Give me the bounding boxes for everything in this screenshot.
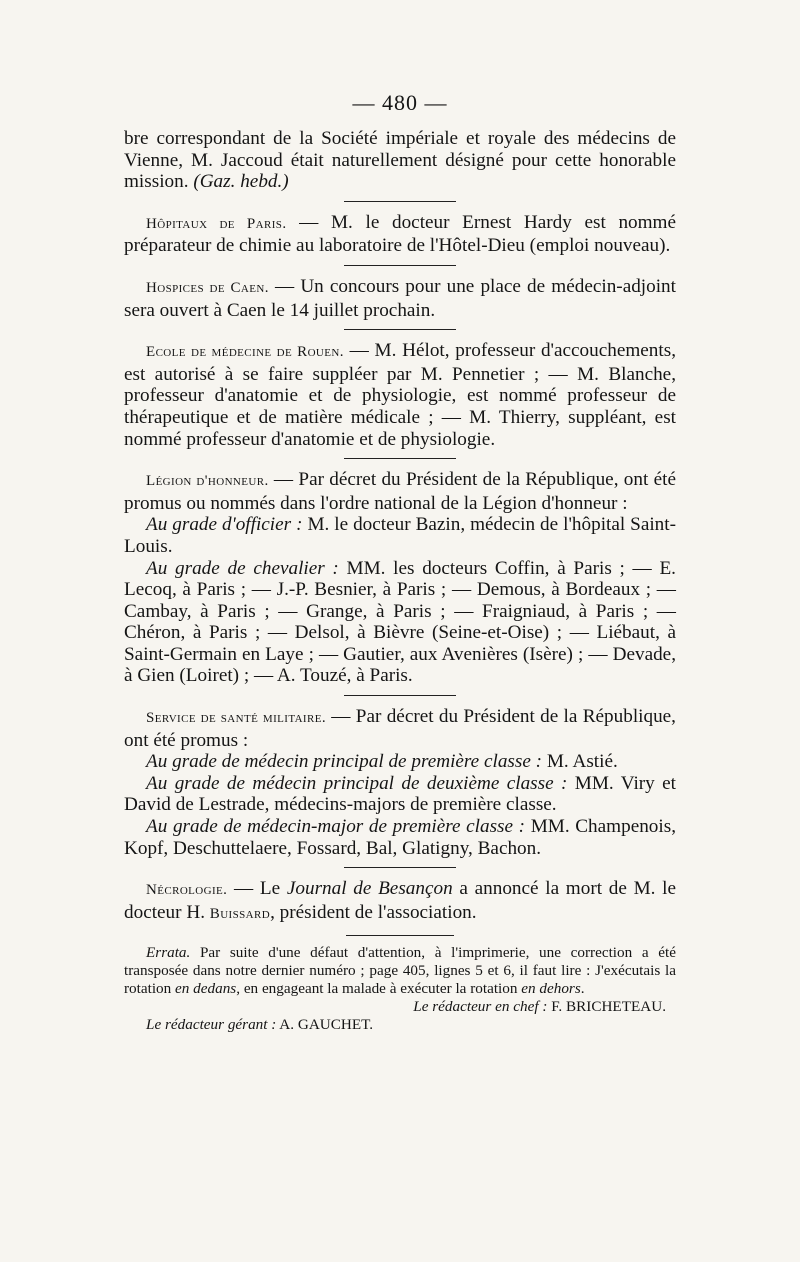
ecole-paragraph bbox=[124, 340, 676, 450]
service-grade2-paragraph bbox=[124, 773, 676, 816]
legion-text: — Par décret du Président de la République, ont été promus ou nommés dans l'ordre national de la Légion d'honneur : bbox=[124, 469, 676, 514]
chef-signature bbox=[124, 998, 676, 1016]
errata-en-dehors: en dehors bbox=[521, 980, 581, 998]
gerant-signature bbox=[124, 1016, 676, 1034]
errata-text-mid: , en engageant la malade à exécuter la rotation bbox=[236, 980, 522, 998]
service-heading: Service de santé militaire. bbox=[146, 710, 326, 727]
separator bbox=[344, 695, 456, 696]
separator bbox=[346, 935, 454, 936]
service-grade3-paragraph bbox=[124, 816, 676, 859]
service-grade3-text: MM. Champenois, Kopf, Deschuttelaere, Fossard, Bal, Glatigny, Bachon. bbox=[124, 816, 676, 859]
necrologie-text-post: , président de l'association. bbox=[270, 901, 477, 923]
service-grade2-text: MM. Viry et David de Lestrade, médecins-majors de première classe. bbox=[124, 772, 677, 816]
errata-text-post: . bbox=[580, 980, 585, 998]
errata-text-pre: Par suite d'une défaut d'attention, à l'imprimerie, une correction a été transposée dans notre dernier numéro ; page 405, lignes 5 et 6, il faut lire : J'exécutais la rotation bbox=[124, 944, 676, 998]
gerant-name: A. GAUCHET. bbox=[276, 1016, 374, 1034]
intro-paragraph bbox=[124, 128, 676, 193]
necrologie-paragraph bbox=[124, 878, 676, 925]
hospices-paragraph bbox=[124, 276, 676, 321]
service-grade2-label: Au grade de médecin principal de deuxième classe : bbox=[146, 772, 568, 794]
necrologie-journal: Journal de Besançon bbox=[286, 878, 453, 900]
page-number: — 480 — bbox=[352, 90, 448, 115]
legion-paragraph bbox=[124, 469, 676, 514]
gerant-label: Le rédacteur gérant : bbox=[146, 1016, 277, 1034]
separator bbox=[344, 867, 456, 868]
necrologie-heading: Nécrologie. bbox=[146, 882, 228, 899]
errata-paragraph bbox=[124, 944, 676, 998]
service-grade1-label: Au grade de médecin principal de première classe : bbox=[146, 751, 543, 773]
separator bbox=[344, 265, 456, 266]
hopitaux-text: — M. le docteur Ernest Hardy est nommé préparateur de chimie au laboratoire de l'Hôtel-Dieu (emploi nouveau). bbox=[124, 211, 676, 257]
text-column bbox=[124, 128, 676, 1034]
intro-text: bre correspondant de la Société impériale et royale des médecins de Vienne, M. Jaccoud était naturellement désigné pour cette honorable mission. bbox=[124, 128, 676, 193]
hopitaux-heading: Hôpitaux de Paris. bbox=[146, 215, 287, 232]
chef-label: Le rédacteur en chef : bbox=[413, 998, 548, 1016]
legion-chevalier-label: Au grade de chevalier : bbox=[146, 557, 339, 579]
service-grade1-paragraph bbox=[124, 751, 676, 773]
hopitaux-paragraph bbox=[124, 212, 676, 257]
intro-source: (Gaz. hebd.) bbox=[193, 171, 289, 193]
service-grade1-text: M. Astié. bbox=[542, 751, 618, 773]
separator bbox=[344, 458, 456, 459]
chef-name: F. BRICHETEAU. bbox=[547, 998, 666, 1016]
ecole-text: — M. Hélot, professeur d'accouchements, est autorisé à se faire suppléer par M. Pennetier ; — M. Blanche, professeur d'anatomie et de physiologie, est nommé professeur de thérapeutique et de matière médicale ; — M. Thierry, suppléant, est nommé professeur d'anatomie et de physiologie. bbox=[124, 340, 676, 450]
legion-officier-text: M. le docteur Bazin, médecin de l'hôpital Saint-Louis. bbox=[124, 514, 676, 557]
legion-chevalier-text: MM. les docteurs Coffin, à Paris ; — E. Lecoq, à Paris ; — J.-P. Besnier, à Paris ; — Demous, à Bordeaux ; — Cambay, à Paris ; — Grange, à Paris ; — Fraigniaud, à Paris ; — Chéron, à Paris ; — Delsol, à Bièvre (Seine-et-Oise) ; — Liébaut, à Saint-Germain en Laye ; — Gautier, aux Avenières (Isère) ; — Devade, à Gien (Loiret) ; — A. Touzé, à Paris. bbox=[124, 557, 676, 687]
service-grade3-label: Au grade de médecin-major de première classe : bbox=[146, 816, 526, 838]
ecole-heading: Ecole de médecine de Rouen. bbox=[146, 344, 344, 361]
necrologie-text-mid: a annoncé la mort de M. le docteur H. bbox=[124, 878, 676, 923]
separator bbox=[344, 329, 456, 330]
service-paragraph bbox=[124, 706, 676, 751]
legion-heading: Légion d'honneur. bbox=[146, 473, 269, 490]
legion-chevalier-paragraph bbox=[124, 558, 676, 688]
hospices-heading: Hospices de Caen. bbox=[146, 279, 269, 296]
necrologie-text-pre: — Le bbox=[227, 878, 287, 900]
service-text: — Par décret du Président de la République, ont été promus : bbox=[124, 706, 676, 751]
necrologie-name: Buissard bbox=[209, 905, 271, 922]
separator bbox=[344, 201, 456, 202]
errata-en-dedans: en dedans bbox=[175, 980, 237, 998]
legion-officier-label: Au grade d'officier : bbox=[146, 514, 303, 536]
legion-officier-paragraph bbox=[124, 514, 676, 557]
errata-label: Errata. bbox=[146, 944, 191, 962]
hospices-text: — Un concours pour une place de médecin-adjoint sera ouvert à Caen le 14 juillet prochain. bbox=[124, 275, 676, 321]
